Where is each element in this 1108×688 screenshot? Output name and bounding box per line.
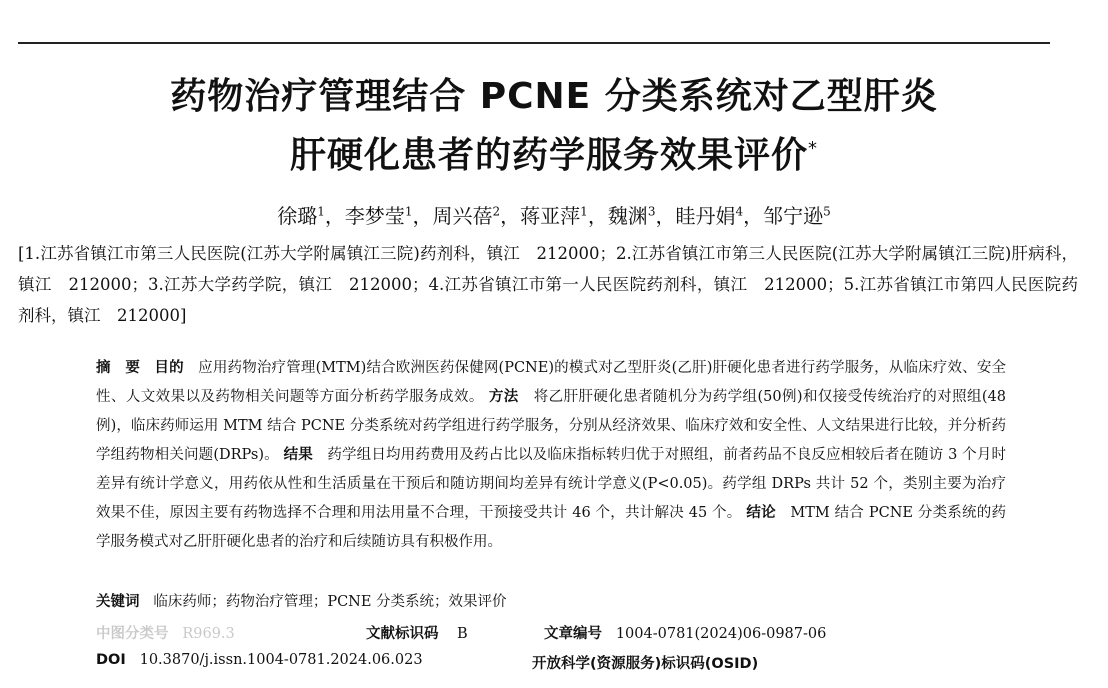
keywords-text: 临床药师；药物治疗管理；PCNE 分类系统；效果评价 [153,594,507,610]
author-name: 邹宁逊 [763,204,824,228]
author-separator: ， [655,204,676,228]
doc-code-value: B [456,626,468,642]
author-affiliation-number: 1 [317,204,325,219]
objective-label: 目的 [154,360,184,376]
affiliations: [1.江苏省镇江市第三人民医院(江苏大学附属镇江三院)药剂科，镇江 212000；2.江苏省镇江市第三人民医院(江苏大学附属镇江三院)肝病科，镇江 212000；3.江苏大学药学院，镇江 212000；4.江苏省镇江市第一人民医院药剂科，镇江 212000；5.江苏省镇江市第四人民医院药剂科，镇江 212000] [18,244,1078,325]
author-affiliation-number: 3 [647,204,656,219]
objective-text: 应用药物治疗管理(MTM)结合欧洲医药保健网(PCNE)的模式对乙型肝炎(乙肝)肝硬化患者进行药学服务，从临床疗效、安全性、人文效果以及药物相关问题等方面分析药学服务成效。 [96,360,1007,405]
results-label: 结果 [283,447,313,463]
author-affiliation-number: 1 [580,204,588,219]
abstract [96,354,1006,557]
article-title-line1 [0,68,1108,119]
doi-group [96,652,423,668]
author-affiliation-number: 4 [735,204,744,219]
author-name: 周兴蓓 [432,204,493,228]
clc-label: 中图分类号 [96,626,169,642]
abstract-heading: 摘 要 [96,360,141,376]
article-title-line2 [0,127,1108,178]
clc-value: R969.3 [182,626,235,642]
article-no-label: 文章编号 [544,626,602,642]
author-separator: ， [412,204,433,228]
doi-value: 10.3870/j.issn.1004-0781.2024.06.023 [139,652,423,668]
doc-code-label: 文献标识码 [366,626,439,642]
author-name: 眭丹娟 [675,204,736,228]
title-text-2: 肝硬化患者的药学服务效果评价 [289,135,808,176]
keywords [96,590,507,611]
author-affiliation-number: 2 [492,204,501,219]
top-rule [18,42,1050,44]
author-separator: ， [324,204,345,228]
author-list [0,200,1108,229]
author-separator: ， [587,204,608,228]
doc-code-group [366,622,468,643]
osid-label: 开放科学(资源服务)标识码(OSID) [532,656,759,672]
methods-label: 方法 [488,389,519,405]
author-name: 李梦莹 [344,204,405,228]
author-separator: ， [500,204,521,228]
methods-text: 将乙肝肝硬化患者随机分为药学组(50例)和仅接受传统治疗的对照组(48例)，临床药师运用 MTM 结合 PCNE 分类系统对药学组进行药学服务，分别从经济效果、临床疗效和安全性、人文结果进行比较，并分析药学组药物相关问题(DRPs)。 [96,389,1007,463]
article-no-group [544,622,826,643]
clc-group [96,622,235,643]
keywords-label: 关键词 [96,594,140,610]
author-separator: ， [743,204,764,228]
author-affiliation-number: 5 [823,204,831,219]
author-affiliation-number: 1 [404,204,413,219]
author-name: 魏渊 [607,204,648,228]
conclusion-label: 结论 [746,505,776,521]
author-name: 徐璐 [277,204,318,228]
author-name: 蒋亚萍 [520,204,581,228]
title-footnote-mark: * [808,138,818,159]
results-text: 药学组日均用药费用及药占比以及临床指标转归优于对照组，前者药品不良反应相较后者在随访 3 个月时差异有统计学意义，用药依从性和生活质量在干预后和随访期间均差异有统计学意义(P<0.05)。药学组 DRPs 共计 52 个，类别主要为治疗效果不佳，原因主要有药物选择不合理和用法用量不合理，干预接受共计 46 个，共计解决 45 个。 [96,447,1007,521]
conclusion-text: MTM 结合 PCNE 分类系统的药学服务模式对乙肝肝硬化患者的治疗和后续随访具有积极作用。 [96,505,1007,550]
article-no-value: 1004-0781(2024)06-0987-06 [615,626,827,642]
doi-label: DOI [96,652,126,668]
title-text-1: 药物治疗管理结合 PCNE 分类系统对乙型肝炎 [170,76,938,117]
